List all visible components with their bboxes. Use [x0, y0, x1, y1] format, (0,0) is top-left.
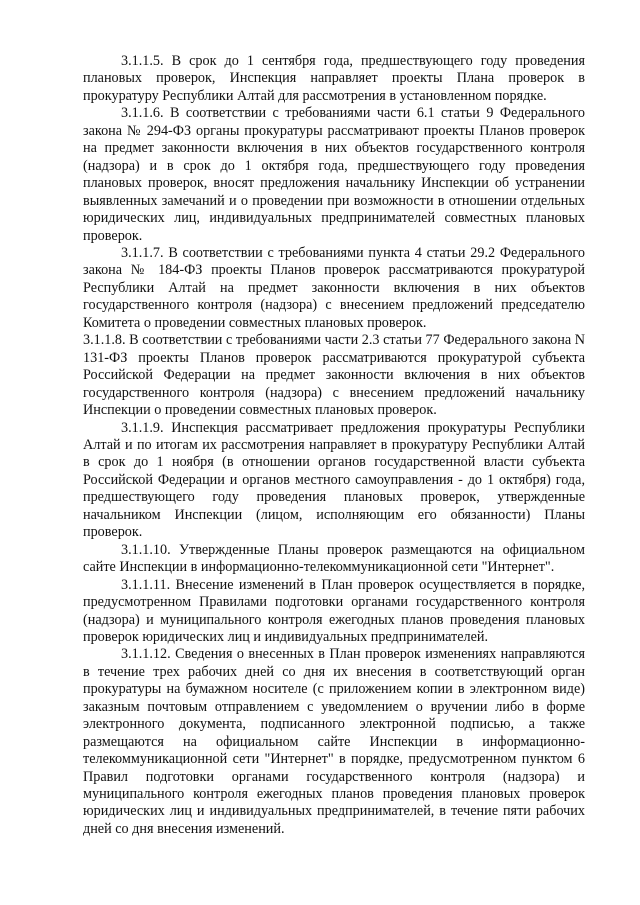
paragraph-3-1-1-9: 3.1.1.9. Инспекция рассматривает предложения прокуратуры Республики Алтай и по итогам их рассмотрения направляет в прокуратуру Республики Алтай в срок до 1 ноября (в отношении органов государственной власти субъекта Российской Федерации и органов местного самоуправления - до 1 октября) года, предшествующего году проведения плановых проверок, утвержденные начальником Инспекции (лицом, исполняющим его обязанности) Планы проверок. [83, 419, 585, 541]
document-page [83, 53, 585, 838]
paragraph-3-1-1-8: 3.1.1.8. В соответствии с требованиями части 2.3 статьи 77 Федерального закона N 131-ФЗ проекты Планов проверок рассматриваются прокуратурой субъекта Российской Федерации на предмет законности включения в них объектов государственного контроля (надзора) с внесением предложений начальнику Инспекции о проведении совместных плановых проверок. [83, 332, 585, 419]
paragraph-3-1-1-7: 3.1.1.7. В соответствии с требованиями пункта 4 статьи 29.2 Федерального закона № 184-ФЗ проекты Планов проверок рассматриваются прокуратурой Республики Алтай на предмет законности включения в них объектов государственного контроля (надзора) с внесением предложений председателю Комитета о проведении совместных плановых проверок. [83, 244, 585, 331]
paragraph-3-1-1-5: 3.1.1.5. В срок до 1 сентября года, предшествующего году проведения плановых проверок, Инспекция направляет проекты Плана проверок в прокуратуру Республики Алтай для рассмотрения в установленном порядке. [83, 53, 585, 104]
paragraph-3-1-1-12: 3.1.1.12. Сведения о внесенных в План проверок изменениях направляются в течение трех рабочих дней со дня их внесения в соответствующий орган прокуратуры на бумажном носителе (с приложением копии в электронном виде) заказным почтовым отправлением с уведомлением о вручении либо в форме электронного документа, подписанного электронной подписью, а также размещаются на официальном сайте Инспекции в информационно-телекоммуникационной сети "Интернет" в порядке, предусмотренном пунктом 6 Правил подготовки органами государственного контроля (надзора) и муниципального контроля ежегодных планов проведения плановых проверок юридических лиц и индивидуальных предпринимателей, в течение пяти рабочих дней со дня внесения изменений. [83, 646, 585, 837]
paragraph-3-1-1-11: 3.1.1.11. Внесение изменений в План проверок осуществляется в порядке, предусмотренном Правилами подготовки органами государственного контроля (надзора) и муниципального контроля ежегодных планов проведения плановых проверок юридических лиц и индивидуальных предпринимателей. [83, 576, 585, 645]
paragraph-3-1-1-10: 3.1.1.10. Утвержденные Планы проверок размещаются на официальном сайте Инспекции в информационно-телекоммуникационной сети "Интернет". [83, 541, 585, 576]
paragraph-3-1-1-6: 3.1.1.6. В соответствии с требованиями части 6.1 статьи 9 Федерального закона № 294-ФЗ органы прокуратуры рассматривают проекты Планов проверок на предмет законности включения в них объектов государственного контроля (надзора) и в срок до 1 октября года, предшествующего году проведения плановых проверок, вносят предложения начальнику Инспекции об устранении выявленных замечаний и о проведении при возможности в отношении отдельных юридических лиц, индивидуальных предпринимателей совместных плановых проверок. [83, 105, 585, 244]
